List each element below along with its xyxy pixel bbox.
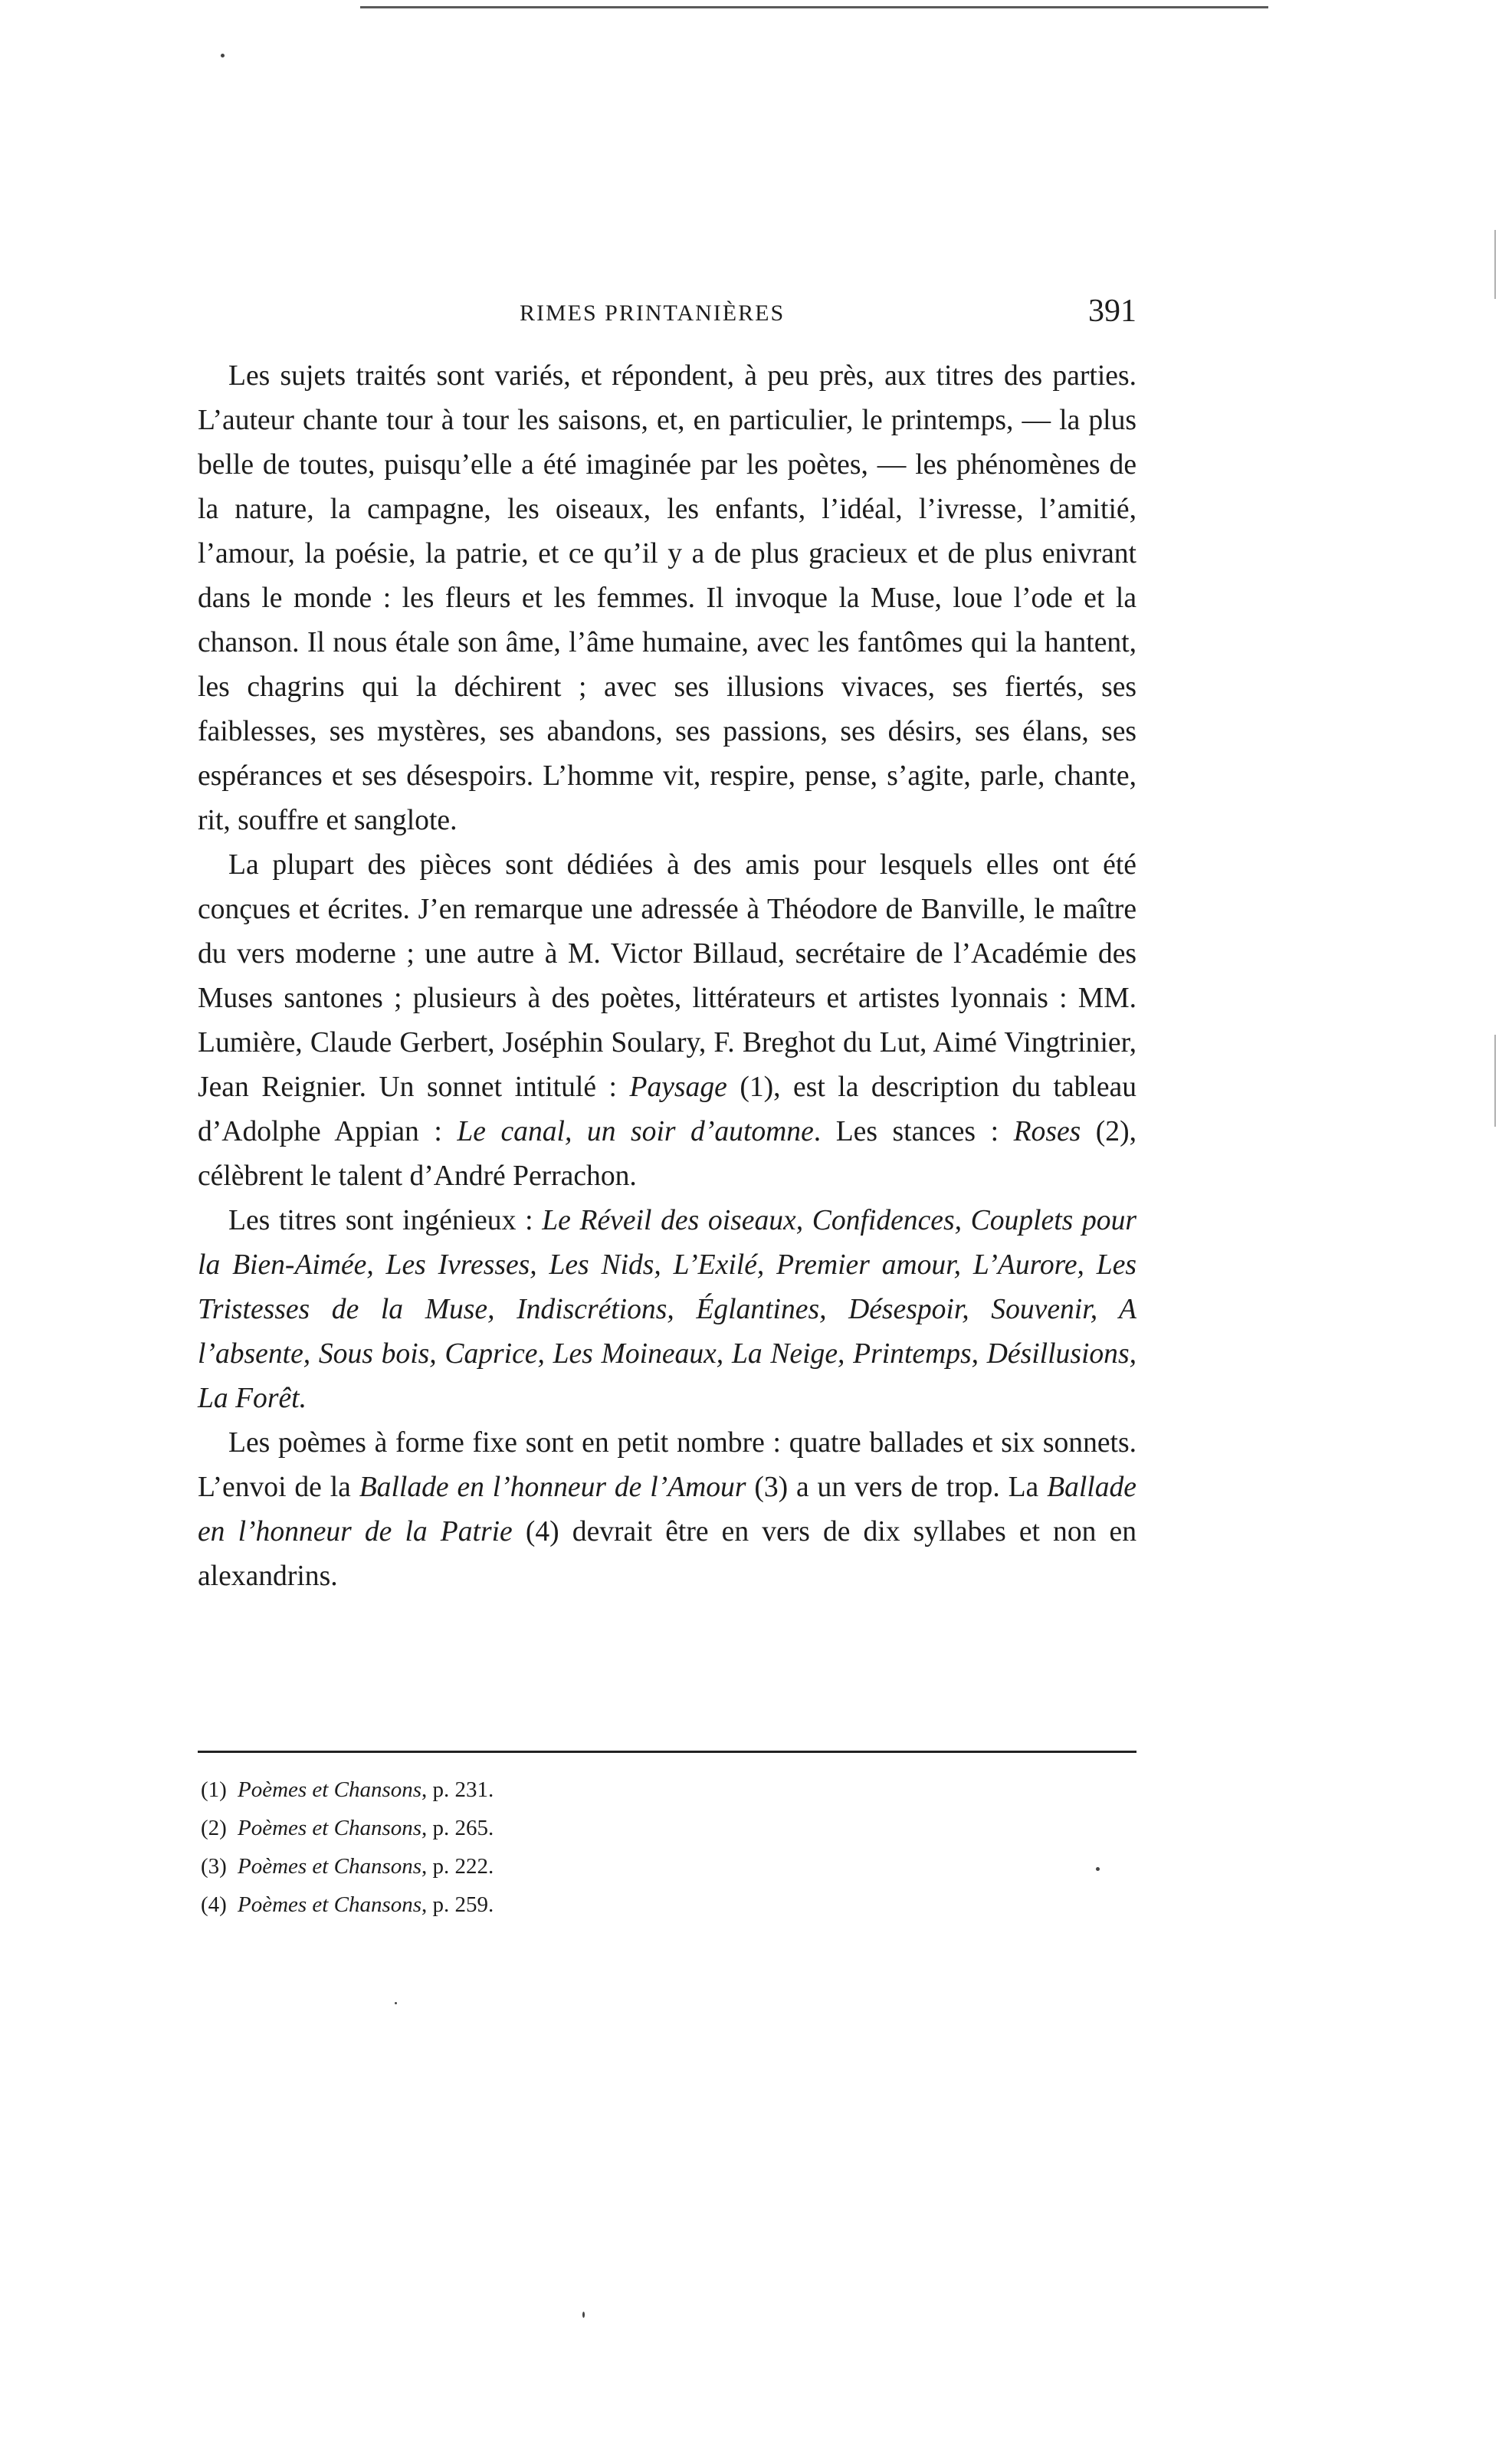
text-run: La plupart des pièces sont dédiées à des amis pour lesquels elles ont été conçues et écrites. J’en remarque une adressée à Théodore de Banville, le maître du vers moderne ; une autre à M. Victor Billaud, secrétaire de l’Académie des Muses santones ; plusieurs à des poètes, littérateurs et artistes lyonnais : MM. Lumière, Claude Gerbert, Joséphin Soulary, F. Breghot du Lut, Aimé Vingtrinier, Jean Reignier. Un sonnet intitulé : (198, 849, 1136, 1103)
top-scan-rule (360, 6, 1268, 8)
footnote-title: Poèmes et Chansons (238, 1816, 422, 1840)
footnote-number: (3) (201, 1854, 227, 1879)
scan-edge-mark (1494, 1035, 1496, 1127)
footnotes (201, 1771, 890, 1924)
scan-speck (582, 2312, 585, 2318)
text-run: (3) a un vers de trop. La (746, 1472, 1048, 1503)
body-text (198, 354, 1136, 1599)
page-header (198, 293, 1136, 339)
footnote-number: (4) (201, 1892, 227, 1917)
footnote-title: Poèmes et Chansons (238, 1777, 422, 1802)
footnote (201, 1809, 890, 1847)
text-run: . Les stances : (813, 1116, 1014, 1147)
footnote-number: (1) (201, 1777, 227, 1802)
paragraph (198, 843, 1136, 1199)
paragraph (198, 354, 1136, 843)
scan-edge-mark (1494, 230, 1496, 299)
footnote (201, 1847, 890, 1886)
footnote-page: , p. 222. (421, 1854, 494, 1879)
text-run: Les titres sont ingénieux : (228, 1205, 543, 1236)
footnote-rule (198, 1751, 1136, 1753)
footnote (201, 1771, 890, 1809)
page-number: 391 (1088, 294, 1136, 329)
footnote-page: , p. 265. (421, 1816, 494, 1840)
running-title: RIMES PRINTANIÈRES (520, 300, 786, 326)
footnote (201, 1886, 890, 1924)
italic-title: Ballade en l’honneur de l’Amour (359, 1472, 746, 1503)
italic-title: Le Réveil des oiseaux, Confidences, Couplets pour la Bien-Aimée, Les Ivresses, Les Nids, L’Exilé, Premier amour, L’Aurore, Les Tristesses de la Muse, Indiscrétions, Églantines, Désespoir, Souvenir, A l’absente, Sous bois, Caprice, Les Moineaux, La Neige, Printemps, Désillusions, La Forêt. (198, 1205, 1136, 1414)
footnote-title: Poèmes et Chansons (238, 1854, 422, 1879)
italic-title: Roses (1013, 1116, 1081, 1147)
footnote-page: , p. 259. (421, 1892, 494, 1917)
italic-title: Le canal, un soir d’automne (457, 1116, 814, 1147)
italic-title: Ballade en l’honneur de la Patrie (198, 1472, 1136, 1548)
text-run: (4) devrait être en vers de dix syllabes et non en alexandrins. (198, 1516, 1137, 1592)
text-run: Les poèmes à forme fixe sont en petit nombre : quatre ballades et six sonnets. L’envoi de la (198, 1427, 1136, 1503)
text-run: (1), est la description du tableau d’Adolphe Appian : (198, 1072, 1136, 1147)
scan-speck (395, 2002, 397, 2004)
scan-speck (221, 54, 225, 57)
paragraph (198, 1199, 1136, 1421)
italic-title: Paysage (629, 1072, 727, 1103)
footnote-number: (2) (201, 1816, 227, 1840)
paragraph (198, 1421, 1136, 1599)
text-run: Les sujets traités sont variés, et répondent, à peu près, aux titres des parties. L’auteur chante tour à tour les saisons, et, en particulier, le printemps, — la plus belle de toutes, puisqu’elle a été imaginée par les poètes, — les phénomènes de la nature, la campagne, les oiseaux, les enfants, l’idéal, l’ivresse, l’amitié, l’amour, la poésie, la patrie, et ce qu’il y a de plus gracieux et de plus enivrant dans le monde : les fleurs et les femmes. Il invoque la Muse, loue l’ode et la chanson. Il nous étale son âme, l’âme humaine, avec les fantômes qui la hantent, les chagrins qui la déchirent ; avec ses illusions vivaces, ses fiertés, ses faiblesses, ses mystères, ses abandons, ses passions, ses désirs, ses élans, ses espérances et ses désespoirs. L’homme vit, respire, pense, s’agite, parle, chante, rit, souffre et sanglote. (198, 360, 1136, 836)
text-run: (2), célèbrent le talent d’André Perrachon. (198, 1116, 1137, 1192)
footnote-title: Poèmes et Chansons (238, 1892, 422, 1917)
scan-speck (1096, 1867, 1100, 1871)
footnote-page: , p. 231. (421, 1777, 494, 1802)
